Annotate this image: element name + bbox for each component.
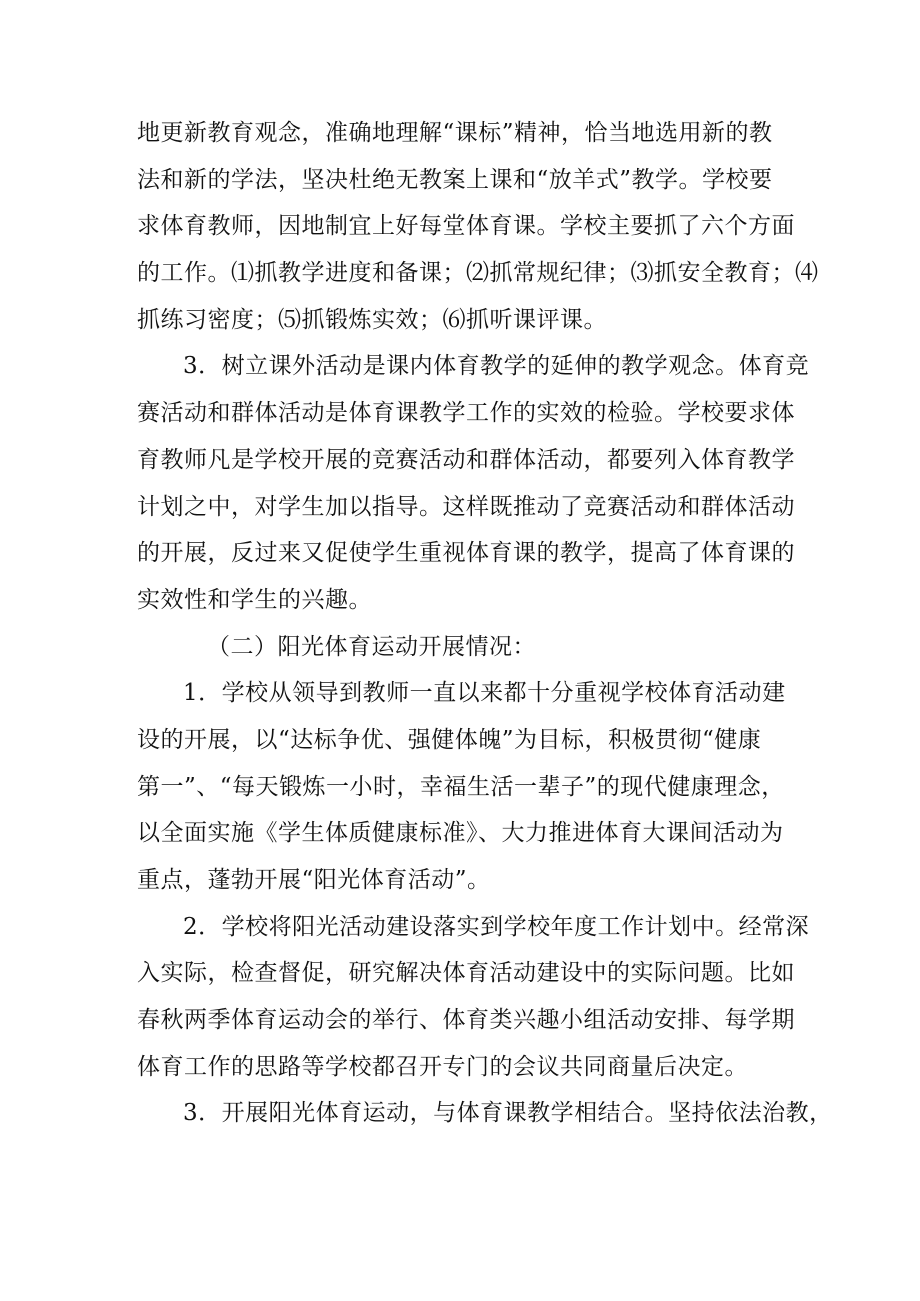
paragraph-work-plan bbox=[137, 904, 810, 1091]
text-line: 计划之中，对学生加以指导。这样既推动了竞赛活动和群体活动 bbox=[137, 493, 795, 520]
paragraph-sunshine-sports bbox=[137, 1090, 833, 1137]
text-line: 设的开展，以“达标争优、强健体魄”为目标，积极贯彻“健康 bbox=[137, 726, 762, 753]
body-text bbox=[137, 110, 833, 1137]
paragraph-leadership bbox=[137, 670, 793, 903]
text-line: 的开展，反过来又促使学生重视体育课的教学，提高了体育课的 bbox=[137, 540, 795, 567]
text-line: 3．树立课外活动是课内体育教学的延伸的教学观念。体育竞 bbox=[183, 353, 810, 380]
heading-line: （二）阳光体育运动开展情况： bbox=[207, 633, 536, 660]
text-line: 春秋两季体育运动会的举行、体育类兴趣小组活动安排、每学期 bbox=[137, 1007, 795, 1034]
text-line: 2．学校将阳光活动建设落实到学校年度工作计划中。经常深 bbox=[183, 913, 810, 940]
text-line: 以全面实施《学生体质健康标准》、大力推进体育大课间活动为 bbox=[137, 820, 784, 847]
text-line: 地更新教育观念，准确地理解“课标”精神，恰当地选用新的教 bbox=[137, 120, 773, 146]
section-heading bbox=[137, 624, 793, 671]
text-line: 的工作。⑴抓教学进度和备课；⑵抓常规纪律；⑶抓安全教育；⑷ bbox=[137, 260, 819, 287]
text-line: 实效性和学生的兴趣。 bbox=[137, 586, 372, 613]
paragraph-extracurricular bbox=[137, 343, 810, 623]
text-line: 体育工作的思路等学校都召开专门的会议共同商量后决定。 bbox=[137, 1053, 748, 1080]
text-line: 抓练习密度；⑸抓锻炼实效；⑹抓听课评课。 bbox=[137, 306, 607, 333]
text-line: 赛活动和群体活动是体育课教学工作的实效的检验。学校要求体 bbox=[137, 400, 795, 427]
text-line: 育教师凡是学校开展的竞赛活动和群体活动，都要列入体育教学 bbox=[137, 446, 795, 473]
text-line: 求体育教师，因地制宜上好每堂体育课。学校主要抓了六个方面 bbox=[137, 213, 795, 240]
text-line: 重点，蓬勃开展“阳光体育活动”。 bbox=[137, 867, 491, 893]
text-line: 法和新的学法，坚决杜绝无教案上课和“放羊式”教学。学校要 bbox=[137, 166, 773, 193]
text-line: 1．学校从领导到教师一直以来都十分重视学校体育活动建 bbox=[183, 680, 786, 707]
text-line: 第一”、“每天锻炼一小时，幸福生活一辈子”的现代健康理念， bbox=[137, 773, 785, 800]
text-line: 入实际，检查督促，研究解决体育活动建设中的实际问题。比如 bbox=[137, 960, 795, 987]
paragraph-teaching-concepts bbox=[137, 110, 819, 343]
text-line: 3．开展阳光体育运动，与体育课教学相结合。坚持依法治教， bbox=[183, 1100, 833, 1127]
